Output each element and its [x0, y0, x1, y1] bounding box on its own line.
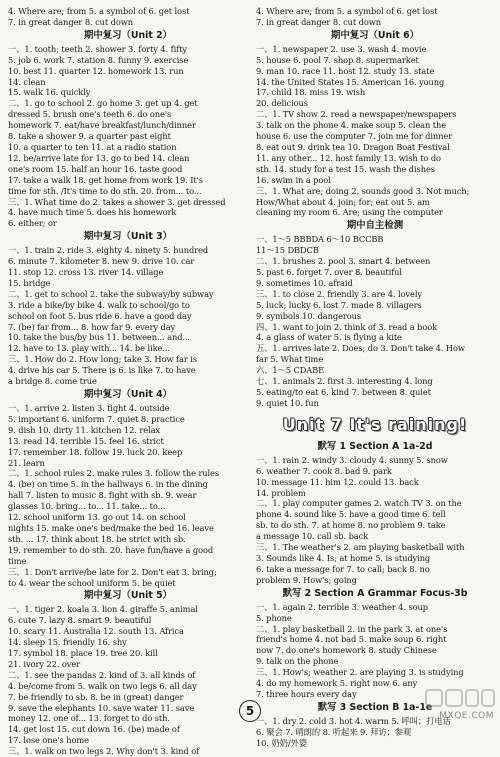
answer-line: 5. important 6. uniform 7. quiet 8. practice — [8, 413, 185, 424]
answer-line: 14. clean — [8, 76, 46, 87]
answer-line: 8. take a shower 9. a quarter past eight — [8, 131, 171, 142]
answer-line: 三、1. How do 2. How long; take 3. How far is — [8, 354, 197, 365]
answer-line: 15. bridge — [8, 277, 51, 288]
answer-line: 16. swim in a pool — [256, 174, 331, 185]
answer-line: 六、1～5 CDABE — [256, 365, 325, 376]
answer-line: 14. problem — [256, 487, 306, 498]
answer-line: 17. lose one's home — [8, 735, 89, 746]
answer-line: 三、1. How's; weather 2. are playing 3. is studying — [256, 667, 464, 678]
left-column — [8, 6, 248, 757]
answer-line: 12. be/arrive late for 13. go to bed 14. clean — [8, 152, 190, 163]
answer-line: 3. ride a bike/by bike 4. walk to school/go to — [8, 299, 190, 310]
answer-line: 9. man 10. race 11. host 12. study 13. state — [256, 65, 435, 76]
answer-line: 5. house 6. pool 7. shop 8. supermarket — [256, 54, 419, 65]
answer-line: 13. read 14. terrible 15. feel 16. strict — [8, 435, 164, 446]
answer-line: 一、1. again 2. terrible 3. weather 4. soup — [256, 601, 428, 612]
answer-line: 12. school uniform 13. go out 14. on school — [8, 512, 186, 523]
section-heading: 期中自主检测 — [346, 220, 404, 232]
answer-line: 10. 奶奶/外婆 — [256, 737, 307, 748]
section-heading: 默写 1 Section A 1a-2d — [317, 440, 433, 452]
answer-line: 14. get lost 15. cut down 16. (be) made of — [8, 724, 180, 735]
answer-line: 4. a glass of water 5. is flying a kite — [256, 332, 402, 343]
answer-line: money 12. one of... 13. forget to do sth. — [8, 713, 170, 724]
answer-line: 一、1. arrive 2. listen 3. fight 4. outside — [8, 403, 170, 413]
answer-line: 17. symbol 18. place 19. tree 20. kill — [8, 648, 158, 659]
answer-line: 4. drive his car 5. There is 6. is like 7. to have — [8, 365, 196, 376]
answer-line: 10. a quarter to ten 11. at a radio station — [8, 141, 177, 152]
watermark-text: MXQE.COM — [439, 711, 494, 721]
answer-line: a message 10. call sb. back — [256, 531, 369, 542]
section-heading: 默写 3 Section B 1a-1e — [317, 701, 433, 713]
answer-line: 4. (be) on time 5. in the hallways 6. in the dining — [8, 479, 208, 490]
answer-line: school on foot 5. bus ride 6. have a good day — [8, 310, 192, 321]
page-number: 5 — [239, 700, 261, 722]
answer-line: 二、1. TV show 2. read a newspaper/newspapers — [256, 109, 457, 120]
answer-line: 4. Where are; from 5. a symbol of 6. get lost — [8, 6, 190, 16]
answer-line: 12. have to 13. play with... 14. be like... — [8, 343, 170, 354]
section-heading: 期中复习（Unit 4） — [83, 389, 173, 400]
answer-line: 10. take the bus/by bus 11. between... and... — [8, 332, 191, 343]
answer-line: 三、1. to close 2. friendly 3. are 4. lovely — [256, 288, 422, 299]
section-heading: 期中复习（Unit 2） — [83, 29, 173, 41]
answer-line: far 5. What time — [256, 354, 324, 365]
answer-line: sb. to do sth. 7. at home 8. no problem 9. take — [256, 520, 446, 531]
answer-line: problem 9. How's; going — [256, 574, 357, 585]
answer-line: 11～15 DBDCB — [256, 245, 319, 256]
answer-line: nights 15. make one's bed/make the bed 16. leave — [8, 522, 214, 533]
answer-line: 9. talk on the phone — [256, 656, 339, 667]
answer-line: 4. Where are; from 5. a symbol of 6. get lost — [256, 6, 438, 16]
answer-line: 15. walk 16. quickly — [8, 87, 91, 98]
answer-line: 二、1. get to school 2. take the subway/by subway — [8, 288, 214, 299]
answer-line: 10. scary 11. Australia 12. south 13. Africa — [8, 626, 184, 637]
answer-line: 6. weather 7. cook 8. bad 9. park — [256, 465, 392, 476]
answer-line: 一、1. newspaper 2. use 3. wash 4. movie — [256, 43, 427, 54]
answer-line: phone 4. sound like 5. have a good time 6. tell — [256, 509, 446, 520]
answer-line: 11. stop 12. cross 13. river 14. village — [8, 267, 164, 278]
answer-line: 10. best 11. quarter 12. homework 13. run — [8, 65, 184, 76]
answer-line: house 6. use the computer 7. join me for dinner — [256, 131, 453, 142]
answer-line: 二、1. brushes 2. pool 3. smart 4. between — [256, 256, 431, 267]
answer-line: 一、1. train 2. ride 3. eighty 4. ninety 5. hundred — [8, 245, 209, 256]
answer-line: 5. eating/to eat 6. kind 7. between 8. quiet — [256, 387, 431, 397]
answer-line: 6. 聚会 7. 晴朗的 8. 听起来 9. 拜访；参观 — [256, 726, 412, 737]
answer-line: 二、1. see the pandas 2. kind of 3. all kinds of — [8, 669, 196, 680]
answer-line: 9. symbols 10. dangerous — [256, 310, 362, 321]
section-heading: 默写 2 Section A Grammar Focus-3b — [282, 587, 468, 599]
answer-line: 8. eat out 9. drink tea 10. Dragon Boat Festival — [256, 141, 450, 152]
answer-line: 二、1. go to school 2. go home 3. get up 4. get — [8, 98, 198, 109]
answer-line: sth. ... 17. think about 18. be strict with sb. — [8, 533, 186, 544]
answer-line: 二、1. play computer games 2. watch TV 3. on the — [256, 498, 462, 509]
answer-line: 17. remember 18. follow 19. luck 20. keep — [8, 446, 183, 457]
answer-line: 三、1. Don't arrive/be late for 2. Don't eat 3. bring; — [8, 566, 217, 577]
answer-line: 11. any other... 12. host family 13. wish to do — [256, 152, 441, 163]
answer-line: 10. message 11. him 12. could 13. back — [256, 476, 419, 487]
answer-line: 4. do my homework 5. right now 6. any — [256, 678, 418, 689]
answer-line: 14. sleep 15. friendly 16. shy — [8, 637, 127, 648]
answer-line: 三、1. The weather's 2. am playing basketball with — [256, 542, 465, 553]
answer-line: 20. delicious — [256, 98, 308, 109]
answer-line: 21. learn — [8, 457, 45, 468]
section-heading: 期中复习（Unit 3） — [83, 231, 173, 243]
answer-line: 5. job 6. work 7. station 8. funny 9. exercise — [8, 54, 189, 65]
answer-line: 17. child 18. miss 19. wish — [256, 87, 366, 98]
answer-line: 七、1. animals 2. first 3. interesting 4. long — [256, 376, 433, 387]
right-column — [256, 6, 494, 749]
answer-line: 二、1. play basketball 2. in the park 3. at one's — [256, 623, 448, 634]
answer-line: 五、1. arrives late 2. Does; do 3. Don't take 4. How — [256, 343, 465, 354]
answer-line: friend's home 4. not bad 5. make soup 6. right — [256, 634, 447, 645]
answer-line: 一、1～5 BBBDA 6～10 BCCBB — [256, 234, 384, 245]
answer-line: 7. be friendly to sb. 8. be in (great) danger — [8, 691, 184, 702]
answer-line: 7. three hours every day — [256, 688, 357, 699]
section-heading: 期中复习（Unit 6） — [330, 29, 420, 41]
answer-line: 19. remember to do sth. 20. have fun/have a good — [8, 544, 214, 555]
answer-line: 9. save the elephants 10. save water 11. save — [8, 702, 195, 713]
answer-line: 5. past 6. forget 7. over 8. beautiful — [256, 267, 402, 278]
answer-line: 6. either; or — [8, 218, 57, 229]
answer-line: time for sth. /It's time to do sth. 20. from... to... — [8, 185, 202, 196]
answer-line: time — [8, 555, 27, 566]
answer-line: 9. sometimes 10. afraid — [256, 277, 353, 288]
section-heading: 期中复习（Unit 5） — [83, 590, 173, 602]
answer-line: 7. in great danger 8. cut down — [256, 16, 381, 27]
answer-line: hall 7. listen to music 8. fight with sb. 9. wear — [8, 490, 197, 501]
answer-line: homework 7. eat/have breakfast/lunch/dinner — [8, 120, 196, 131]
answer-line: now 7. do one's homework 8. study Chinese — [256, 645, 437, 656]
answer-line: dressed 5. brush one's teeth 6. do one's — [8, 109, 172, 120]
answer-line: 5. phone — [256, 612, 292, 623]
answer-line: 三、1. walk on two legs 2. Why don't 3. kind of — [8, 746, 200, 757]
unit-title: Unit 7 It's raining! — [282, 414, 468, 434]
answer-line: 一、1. rain 2. windy 3. cloudy 4. sunny 5. snow — [256, 454, 448, 465]
answer-line: 14. the United States 15. American 16. young — [256, 76, 445, 87]
answer-line: glasses 10. bring... to... 11. take... to... — [8, 501, 166, 512]
answer-line: 7. in great danger 8. cut down — [8, 16, 133, 27]
answer-line: to 4. wear the school uniform 5. be quiet — [8, 577, 176, 588]
answer-line: a bridge 8. come true — [8, 376, 97, 387]
answer-line: How/What about 4. join; for; eat out 5. am — [256, 196, 430, 207]
answer-line: one's room 15. half an hour 16. taste good — [8, 163, 183, 174]
answer-line: 21. ivory 22. over — [8, 658, 81, 669]
answer-line: 一、1. tooth; teeth 2. shower 3. forty 4. fifty — [8, 43, 187, 54]
answer-line: 三、1. What are; doing 2. sounds good 3. Not much; — [256, 185, 470, 196]
answer-line: 4. have much time 5. does his homework — [8, 207, 177, 218]
answer-line: cleaning my room 6. Are; using the computer — [256, 207, 443, 218]
answer-line: 二、1. school rules 2. make rules 3. follow the rules — [8, 468, 220, 479]
answer-line: 7. (be) far from... 8. how far 9. every day — [8, 321, 176, 332]
answer-line: 17. take a walk 18. get home from work 19. It's — [8, 174, 203, 185]
answer-line: 4. be/come from 5. walk on two legs 6. all day — [8, 680, 197, 691]
answer-line: 三、1. What time do 2. takes a shower 3. get dressed — [8, 196, 226, 207]
answer-line: sth. 14. study for a test 15. wash the dishes — [256, 163, 435, 174]
answer-line: 5. luck; lucky 6. lost 7. made 8. villagers — [256, 299, 422, 310]
answer-line: 9. dish 10. dirty 11. kitchen 12. relax — [8, 424, 160, 435]
answer-line: 四、1. want to join 2. think of 3. read a book — [256, 321, 438, 332]
answer-line: 一、1. dry 2. cold 3. hot 4. warm 5. 呼叫；打电话 — [256, 715, 451, 726]
answer-line: 一、1. tiger 2. koala 3. lion 4. giraffe 5. animal — [8, 604, 198, 615]
answer-line: 9. quiet 10. fun — [256, 397, 319, 408]
answer-line: 3. talk on the phone 4. make soup 5. clean the — [256, 120, 447, 131]
answer-line: 6. take a message for 7. to call; back 8. no — [256, 563, 430, 574]
answer-line: 6. cute 7. lazy 8. smart 9. beautiful — [8, 615, 152, 626]
unit-banner — [256, 409, 494, 439]
answer-line: 3. Sounds like 4. Is; at home 5. is studying — [256, 552, 431, 563]
answer-line: 6. minute 7. kilometer 8. new 9. drive 10. car — [8, 256, 195, 267]
